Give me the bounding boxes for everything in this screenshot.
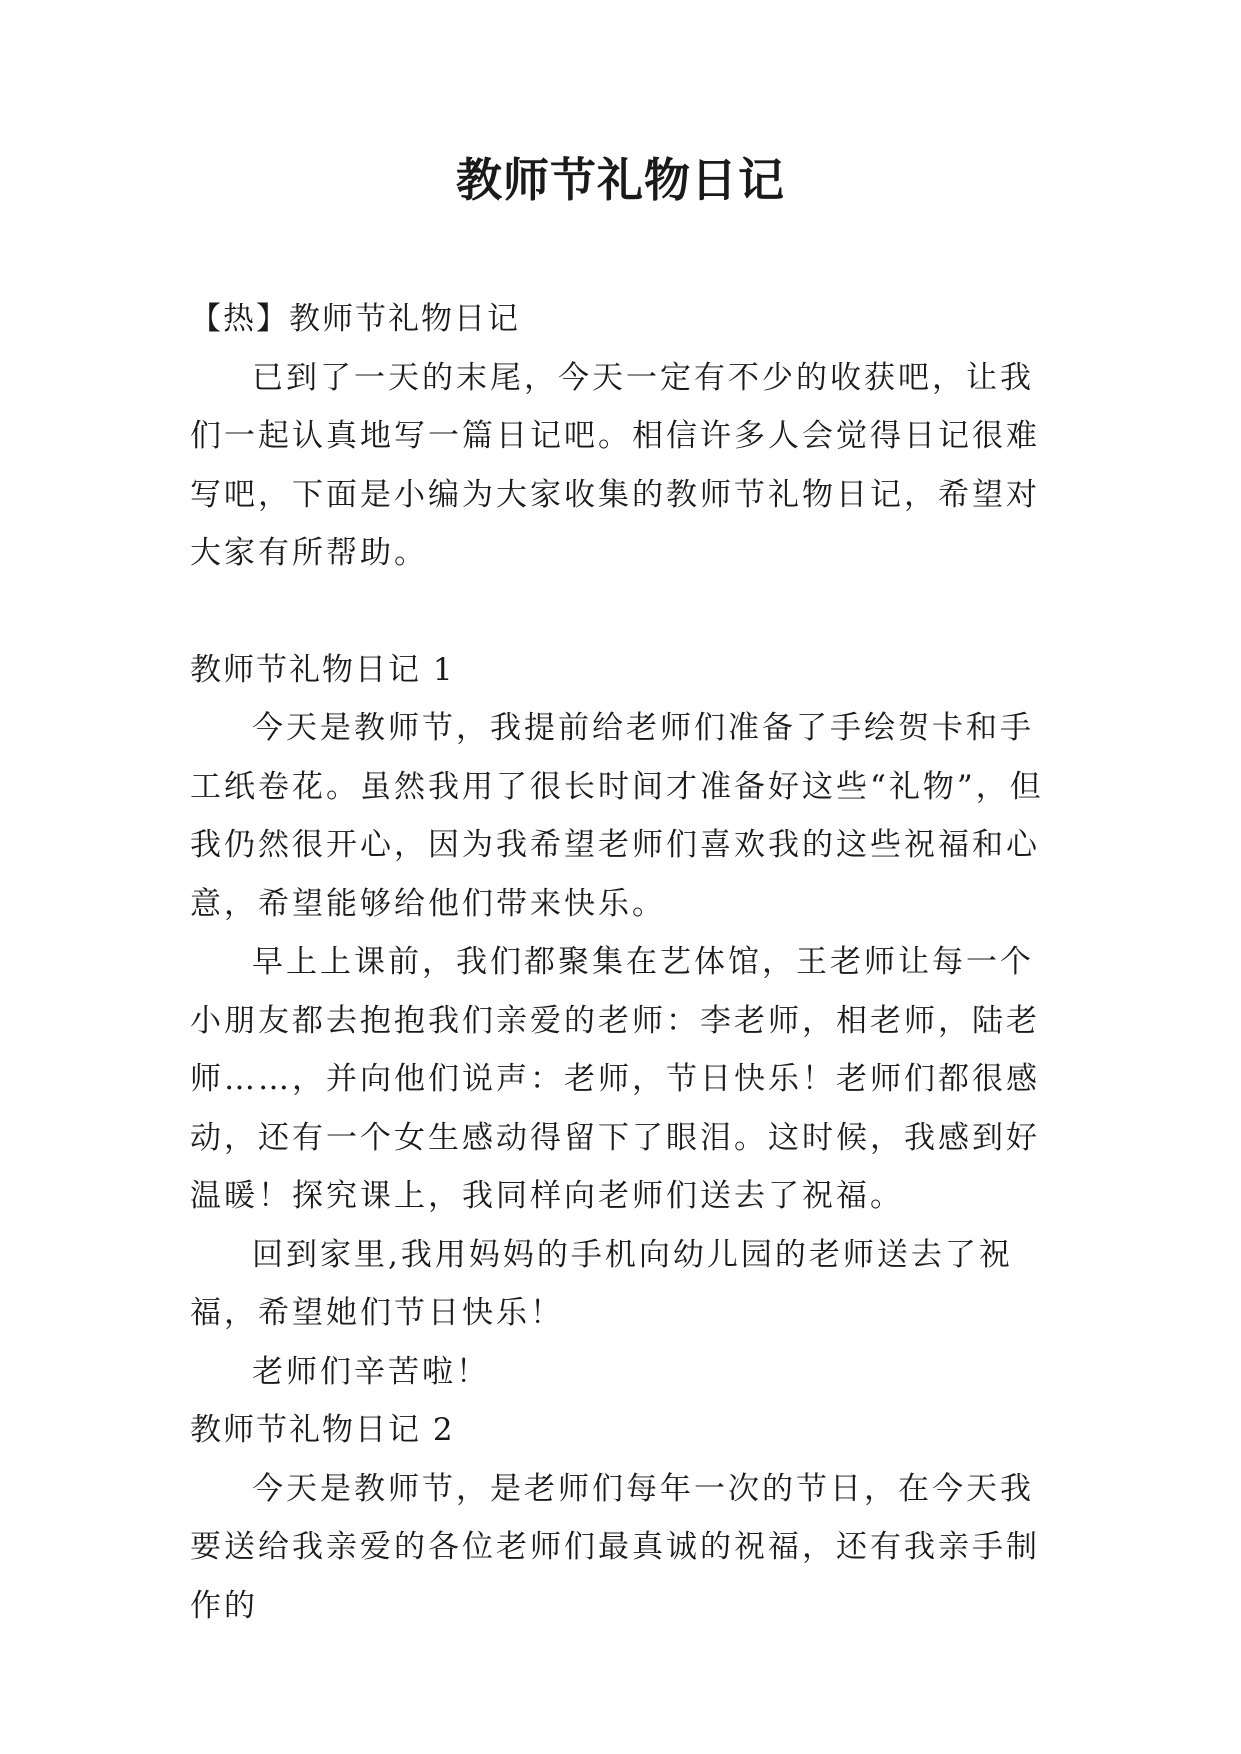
section-heading-1: 教师节礼物日记 1: [190, 651, 455, 688]
section-1-paragraph-3: 回到家里,我用妈妈的手机向幼儿园的老师送去了祝福，希望她们节日快乐！: [190, 1236, 1013, 1331]
section-1-paragraph-4: 老师们辛苦啦！: [252, 1353, 490, 1390]
subtitle: 【热】教师节礼物日记: [190, 301, 520, 337]
section-1-paragraph-1: 今天是教师节，我提前给老师们准备了手绘贺卡和手工纸卷花。虽然我用了很长时间才准备好这些“礼物”，但我仍然很开心，因为我希望老师们喜欢我的这些祝福和心意，希望能够给他们带来快乐。: [190, 710, 1044, 922]
section-gap: [190, 583, 1050, 641]
section-heading-2: 教师节礼物日记 2: [190, 1412, 455, 1448]
document-body: [190, 290, 1050, 1635]
section-1-paragraph-2: 早上上课前，我们都聚集在艺体馆，王老师让每一个小朋友都去抱抱我们亲爱的老师：李老师，相老师，陆老师……，并向他们说声：老师，节日快乐！老师们都很感动，还有一个女生感动得留下了眼泪。这时候，我感到好温暖！探究课上，我同样向老师们送去了祝福。: [190, 944, 1040, 1214]
document-title: 教师节礼物日记: [456, 153, 785, 207]
section-2-paragraph-1: 今天是教师节，是老师们每年一次的节日，在今天我要送给我亲爱的各位老师们最真诚的祝福，还有我亲手制作的: [190, 1470, 1040, 1624]
intro-paragraph: 已到了一天的末尾，今天一定有不少的收获吧，让我们一起认真地写一篇日记吧。相信许多人会觉得日记很难写吧，下面是小编为大家收集的教师节礼物日记，希望对大家有所帮助。: [190, 359, 1040, 571]
